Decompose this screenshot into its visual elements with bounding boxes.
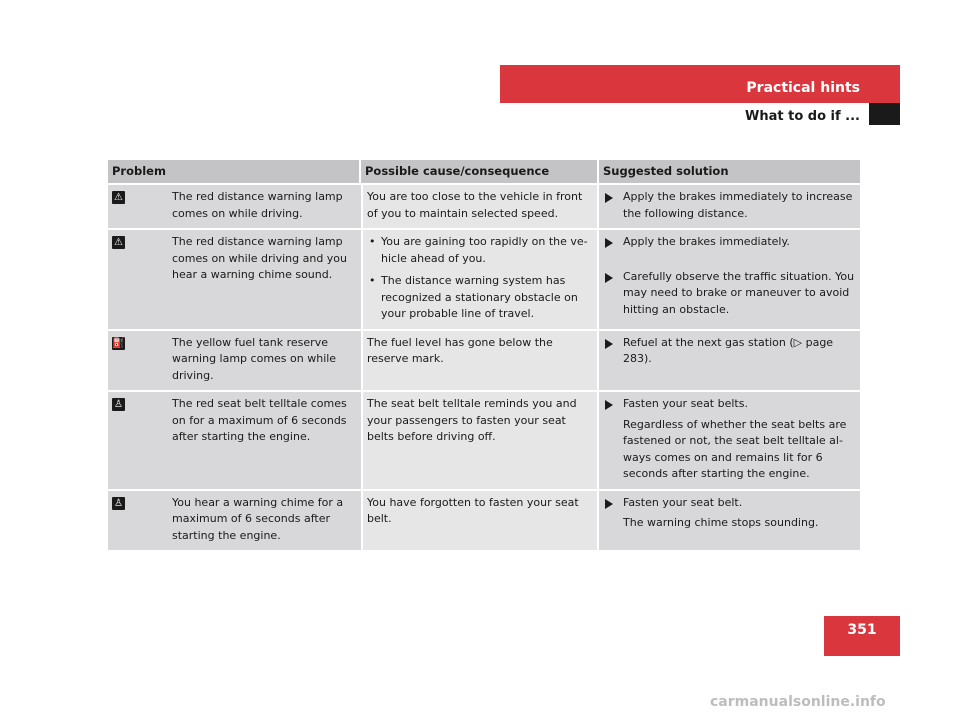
solution-note: Regardless of whether the seat belts are fastened or not, the seat belt telltale al-ways comes on and remains lit for 6 seconds after starting the engine. xyxy=(623,417,847,481)
seat-belt-icon: ♙ xyxy=(112,497,125,510)
arrow-right-icon xyxy=(605,499,613,509)
arrow-right-icon xyxy=(605,339,613,349)
column-header-solution: Suggested solution xyxy=(599,160,860,183)
seat-belt-icon: ♙ xyxy=(112,398,125,411)
problem-cell: The red distance warning lamp comes on while driving and you hear a warning chime sound. xyxy=(168,228,361,329)
arrow-right-icon xyxy=(605,400,613,410)
column-header-problem: Problem xyxy=(108,160,361,183)
arrow-right-icon xyxy=(605,193,613,203)
distance-warning-icon: ⚠ xyxy=(112,236,125,249)
bullet-dot-icon: • xyxy=(369,235,376,249)
watermark-text: carmanualsonline.info xyxy=(710,694,886,710)
arrow-right-icon xyxy=(605,238,613,248)
section-title: Practical hints xyxy=(746,80,860,96)
table-row xyxy=(108,329,860,391)
solution-step: Fasten your seat belt. xyxy=(603,495,856,512)
cause-cell xyxy=(361,228,599,329)
page-number: 351 xyxy=(824,616,900,656)
solution-step: Refuel at the next gas station (▷ page 283). xyxy=(603,335,856,368)
problem-cell: You hear a warning chime for a maximum of 6 seconds after starting the engine. xyxy=(168,489,361,551)
cause-bullet: • You are gaining too rapidly on the ve-hicle ahead of you. xyxy=(369,235,588,265)
solution-cell xyxy=(599,183,860,228)
solution-step: Carefully observe the traffic situation. You may need to brake or maneuver to avoid hitting an obstacle. xyxy=(603,269,856,319)
solution-cell xyxy=(599,489,860,551)
table-row xyxy=(108,489,860,551)
table-row xyxy=(108,183,860,228)
solution-cell xyxy=(599,390,860,489)
cause-cell: You have forgotten to fasten your seat belt. xyxy=(361,489,599,551)
problem-cell: The yellow fuel tank reserve warning lamp comes on while driving. xyxy=(168,329,361,391)
problem-cell: The red seat belt telltale comes on for a maximum of 6 seconds after starting the engine. xyxy=(168,390,361,489)
solution-step: Apply the brakes immediately to increase the following distance. xyxy=(603,189,856,222)
cause-bullet: • The distance warning system has recognized a stationary obstacle on your probable line of travel. xyxy=(369,274,578,321)
solution-cell xyxy=(599,329,860,391)
solution-cell xyxy=(599,228,860,329)
table-header-row xyxy=(108,160,860,183)
troubleshooting-table xyxy=(108,160,860,550)
solution-note: The warning chime stops sounding. xyxy=(623,516,819,530)
arrow-right-icon xyxy=(605,273,613,283)
table-row xyxy=(108,228,860,329)
cause-cell: You are too close to the vehicle in front of you to maintain selected speed. xyxy=(361,183,599,228)
column-header-cause: Possible cause/consequence xyxy=(361,160,599,183)
table-row xyxy=(108,390,860,489)
subsection-title: What to do if ... xyxy=(745,109,860,124)
problem-cell: The red distance warning lamp comes on while driving. xyxy=(168,183,361,228)
fuel-pump-icon: ⛽ xyxy=(112,337,125,349)
bullet-dot-icon: • xyxy=(369,274,376,288)
solution-step: Apply the brakes immediately. xyxy=(603,234,856,251)
cause-cell: The fuel level has gone below the reserve mark. xyxy=(361,329,599,391)
distance-warning-icon: ⚠ xyxy=(112,191,125,204)
corner-tab xyxy=(869,103,900,125)
cause-cell: The seat belt telltale reminds you and your passengers to fasten your seat belts before driving off. xyxy=(361,390,599,489)
solution-step: Fasten your seat belts. xyxy=(603,396,856,413)
